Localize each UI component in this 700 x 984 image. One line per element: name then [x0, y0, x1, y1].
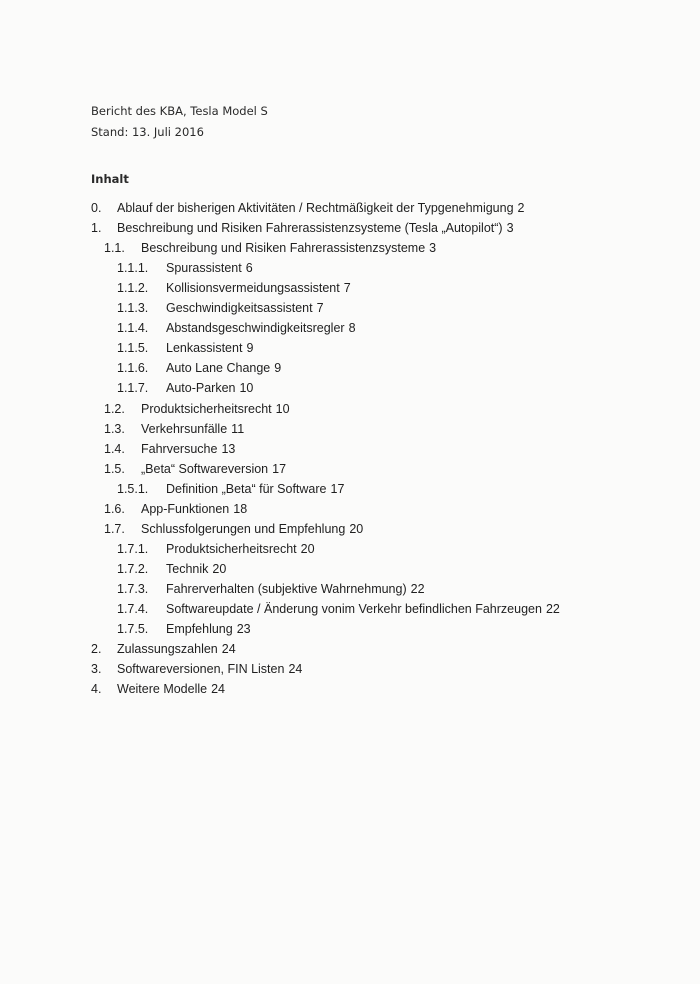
toc-entry-page: 3: [429, 241, 437, 256]
toc-entry-title: App-Funktionen: [141, 501, 230, 516]
toc-entry-page: 20: [300, 541, 315, 556]
toc-entry-page: 17: [330, 481, 345, 496]
toc-entry-page: 8: [348, 321, 356, 336]
toc-entry-number: 1.7.3.: [117, 581, 149, 596]
toc-entry-page: 6: [245, 261, 253, 276]
toc-entry-title: Beschreibung und Risiken Fahrerassistenzsysteme (Tesla „Autopilot“): [117, 221, 503, 236]
toc-entry-number: 1.3.: [104, 421, 125, 436]
toc-entry-number: 1.5.: [104, 461, 125, 476]
toc-entry-page: 3: [506, 221, 514, 236]
toc-entry-page: 9: [246, 341, 254, 356]
toc-entry-title: „Beta“ Softwareversion: [141, 461, 269, 476]
toc-entry-page: 22: [410, 581, 425, 596]
report-title: Bericht des KBA, Tesla Model S: [91, 104, 268, 118]
toc-entry-page: 10: [275, 401, 290, 416]
toc-entry-title: Ablauf der bisherigen Aktivitäten / Rechtmäßigkeit der Typgenehmigung: [117, 201, 514, 215]
toc-entry-number: 1.2.: [104, 401, 125, 416]
toc-entry-title: Produktsicherheitsrecht: [141, 401, 272, 416]
toc-entry-title: Verkehrsunfälle: [141, 421, 228, 436]
toc-entry-title: Auto-Parken: [166, 381, 236, 396]
toc-entry-title: Produktsicherheitsrecht: [166, 541, 297, 556]
toc-entry-page: 10: [239, 381, 254, 396]
toc-entry-page: 7: [343, 281, 351, 296]
toc-entry-title: Definition „Beta“ für Software: [166, 481, 327, 496]
toc-entry-number: 2.: [91, 642, 102, 657]
toc-entry-page: 22: [545, 602, 560, 616]
toc-entry-title: Beschreibung und Risiken Fahrerassistenzsysteme: [141, 241, 426, 256]
toc-entry-title: Softwareversionen, FIN Listen: [117, 662, 285, 677]
toc-entry-title: Lenkassistent: [166, 341, 243, 356]
toc-entry-number: 1.1.1.: [117, 261, 149, 276]
toc-entry-page: 11: [231, 421, 245, 436]
toc-entry-number: 1.: [91, 221, 102, 236]
toc-entry-number: 1.1.2.: [117, 281, 149, 296]
toc-entry-number: 1.7.2.: [117, 561, 149, 576]
toc-entry-title: Geschwindigkeitsassistent: [166, 301, 313, 316]
toc-entry-page: 24: [221, 642, 236, 657]
toc-entry-number: 1.1.3.: [117, 301, 149, 316]
toc-entry-title: Zulassungszahlen: [117, 642, 218, 657]
toc-entry-number: 1.7.1.: [117, 541, 149, 556]
toc-entry-title: Weitere Modelle: [117, 682, 208, 697]
toc-entry-title: Empfehlung: [166, 622, 233, 637]
toc-entry-title: Kollisionsvermeidungsassistent: [166, 281, 340, 296]
toc-entry-title: Abstandsgeschwindigkeitsregler: [166, 321, 345, 336]
report-date: Stand: 13. Juli 2016: [91, 125, 204, 139]
toc-entry-title: Auto Lane Change: [166, 361, 271, 376]
toc-entry-title: Schlussfolgerungen und Empfehlung: [141, 521, 346, 536]
toc-entry-number: 1.7.: [104, 521, 125, 536]
toc-entry-title: Technik: [166, 561, 209, 576]
toc-entry-number: 1.6.: [104, 501, 125, 516]
toc-entry-page: 17: [272, 461, 287, 476]
toc-entry-page: 23: [236, 622, 251, 637]
toc-entry-number: 1.1.6.: [117, 361, 149, 376]
toc-entry-number: 1.1.5.: [117, 341, 149, 356]
toc-entry-number: 1.1.4.: [117, 321, 149, 336]
toc-entry-page: 24: [288, 662, 303, 677]
toc-entry-page: 20: [349, 521, 364, 536]
toc-entry-number: 1.7.4.: [117, 602, 149, 616]
toc-entry-number: 1.1.: [104, 241, 125, 256]
toc-entry-page: 13: [221, 441, 236, 456]
toc-entry-page: 24: [211, 682, 225, 697]
toc-entry-title: Fahrerverhalten (subjektive Wahrnehmung): [166, 581, 407, 596]
toc-entry-number: 4.: [91, 682, 102, 697]
toc-entry-page: 20: [212, 561, 227, 576]
toc-heading: Inhalt: [91, 172, 129, 186]
toc-entry-number: 3.: [91, 662, 102, 677]
toc-entry-title: Spurassistent: [166, 261, 242, 276]
toc-entry-number: 1.5.1.: [117, 481, 149, 496]
toc-entry-number: 1.1.7.: [117, 381, 149, 396]
toc-entry-title: Fahrversuche: [141, 441, 218, 456]
toc-entry-page: 7: [316, 301, 324, 316]
toc-entry-page: 9: [274, 361, 282, 376]
toc-entry-title: Softwareupdate / Änderung vonim Verkehr befindlichen Fahrzeugen: [166, 602, 542, 616]
toc-entry-number: 1.4.: [104, 441, 125, 456]
toc-entry-page: 2: [517, 201, 525, 215]
toc-entry-page: 18: [233, 501, 248, 516]
toc-entry-number: 1.7.5.: [117, 622, 149, 637]
toc-entry-number: 0.: [91, 201, 102, 215]
